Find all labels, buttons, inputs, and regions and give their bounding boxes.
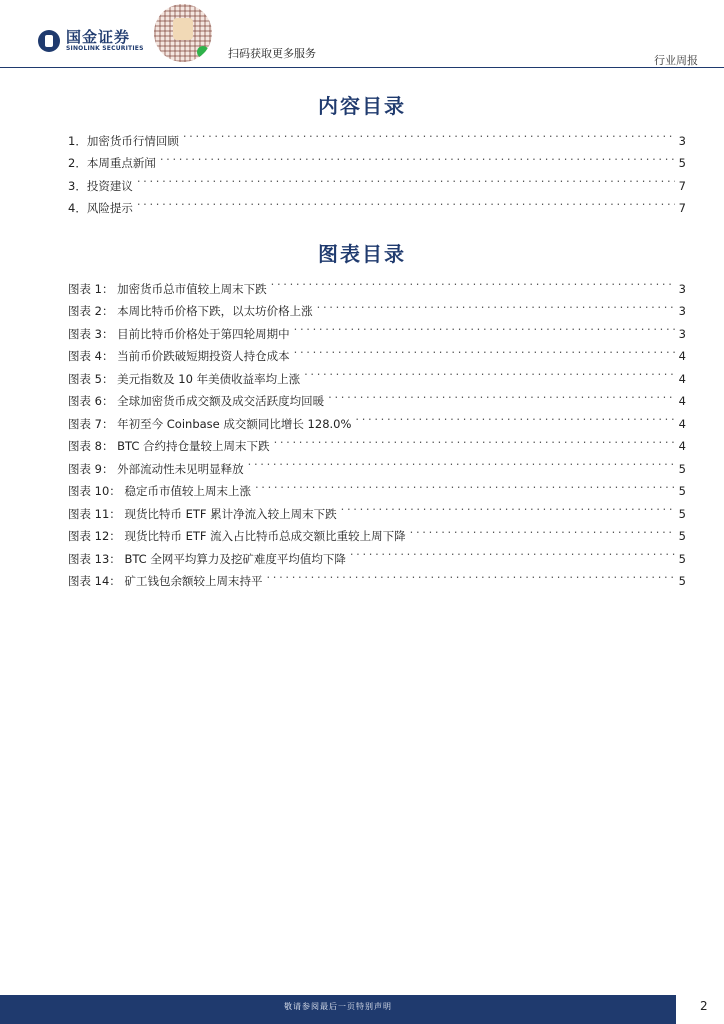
- toc-entry-page: 3: [678, 281, 686, 296]
- toc-entry-page: 5: [678, 551, 686, 566]
- toc-entry-page: 3: [678, 326, 686, 341]
- toc-entry-page: 4: [678, 394, 686, 408]
- page-number: 2: [700, 999, 708, 1013]
- figures-title: 图表目录: [318, 242, 406, 266]
- toc-entry[interactable]: [68, 167, 686, 193]
- toc-leader-dots: [326, 383, 675, 406]
- toc-entry-label: 图表 7： 年初至今 Coinbase 成交额同比增长 128.0%: [68, 416, 352, 431]
- toc-leader-dots: [135, 190, 675, 213]
- toc-entry-page: 7: [678, 201, 686, 215]
- toc-entry[interactable]: [68, 122, 686, 148]
- footer-disclaimer: 敬请参阅最后一页特别声明: [284, 1002, 392, 1011]
- toc-leader-dots: [339, 495, 675, 518]
- toc-entry-label: 图表 13： BTC 全网平均算力及挖矿难度平均值均下降: [68, 551, 346, 566]
- sinolink-logo-icon: [38, 30, 60, 52]
- toc-leader-dots: [315, 293, 675, 316]
- logo-chinese-name: 国金证券: [66, 28, 131, 46]
- toc-entry-label: 图表 12： 现货比特币 ETF 流入占比特币总成交额比重较上周下降: [68, 529, 406, 543]
- toc-entry-label: 图表 5： 美元指数及 10 年美债收益率均上涨: [68, 371, 301, 386]
- toc-entry-label: 4．风险提示: [68, 201, 133, 215]
- toc-entry-label: 1．加密货币行情回顾: [68, 133, 179, 148]
- toc-leader-dots: [264, 563, 674, 586]
- report-type-label: 行业周报: [654, 54, 698, 67]
- wechat-badge-icon: [197, 46, 209, 58]
- toc-entry-label: 图表 8： BTC 合约持仓量较上周末下跌: [68, 439, 270, 453]
- toc-entry-label: 图表 2： 本周比特币价格下跌，以太坊价格上涨: [68, 304, 313, 318]
- toc-leader-dots: [348, 540, 675, 563]
- toc-entry-label: 图表 4： 当前币价跌破短期投资人持仓成本: [68, 349, 290, 363]
- toc-leader-dots: [158, 145, 675, 168]
- toc-leader-dots: [408, 518, 675, 541]
- toc-entry-label: 图表 9： 外部流动性未见明显释放: [68, 461, 244, 476]
- toc-leader-dots: [253, 473, 675, 496]
- toc-entry-page: 4: [678, 439, 686, 453]
- toc-leader-dots: [246, 450, 675, 473]
- toc-entry-label: 图表 11： 现货比特币 ETF 累计净流入较上周末下跌: [68, 506, 337, 521]
- toc-entry-page: 4: [678, 416, 686, 431]
- toc-entry-page: 4: [678, 371, 686, 386]
- sinolink-logo: [38, 29, 144, 53]
- page-header: [0, 0, 724, 70]
- toc-entry-page: 5: [678, 506, 686, 521]
- toc-leader-dots: [302, 360, 675, 383]
- toc-leader-dots: [135, 167, 675, 190]
- toc-entry-page: 3: [678, 133, 686, 148]
- toc-leader-dots: [292, 338, 675, 361]
- toc-entry-label: 3．投资建议: [68, 178, 133, 193]
- toc-entry-page: 5: [678, 529, 686, 543]
- logo-english-name: SINOLINK SECURITIES: [66, 45, 144, 52]
- qr-code-icon: [154, 4, 212, 62]
- contents-title: 内容目录: [318, 94, 406, 118]
- toc-entry-page: 5: [678, 484, 686, 498]
- toc-leader-dots: [181, 122, 675, 145]
- toc-entry[interactable]: [68, 270, 686, 296]
- toc-entry-page: 7: [678, 178, 686, 193]
- toc-leader-dots: [269, 270, 675, 293]
- toc-entry-page: 5: [678, 461, 686, 476]
- toc-leader-dots: [353, 405, 674, 428]
- contents-list: [68, 122, 686, 215]
- toc-entry-page: 3: [678, 304, 686, 318]
- toc-entry-page: 4: [678, 349, 686, 363]
- toc-entry[interactable]: [68, 190, 686, 213]
- qr-caption: 扫码获取更多服务: [228, 47, 316, 60]
- toc-entry-label: 图表 6： 全球加密货币成交额及成交活跃度均回暖: [68, 394, 325, 408]
- toc-leader-dots: [272, 428, 675, 451]
- header-divider: [0, 67, 724, 68]
- toc-entry-page: 5: [678, 156, 686, 170]
- toc-entry-label: 图表 10： 稳定币市值较上周末上涨: [68, 484, 251, 498]
- toc-entry-label: 图表 14： 矿工钱包余额较上周末持平: [68, 574, 263, 588]
- toc-entry-label: 2．本周重点新闻: [68, 156, 156, 170]
- toc-entry-page: 5: [678, 574, 686, 588]
- toc-entry-label: 图表 3： 目前比特币价格处于第四轮周期中: [68, 326, 290, 341]
- toc-entry-label: 图表 1： 加密货币总市值较上周末下跌: [68, 281, 267, 296]
- toc-entry[interactable]: [68, 145, 686, 168]
- figures-list: [68, 270, 686, 588]
- toc-leader-dots: [292, 315, 675, 338]
